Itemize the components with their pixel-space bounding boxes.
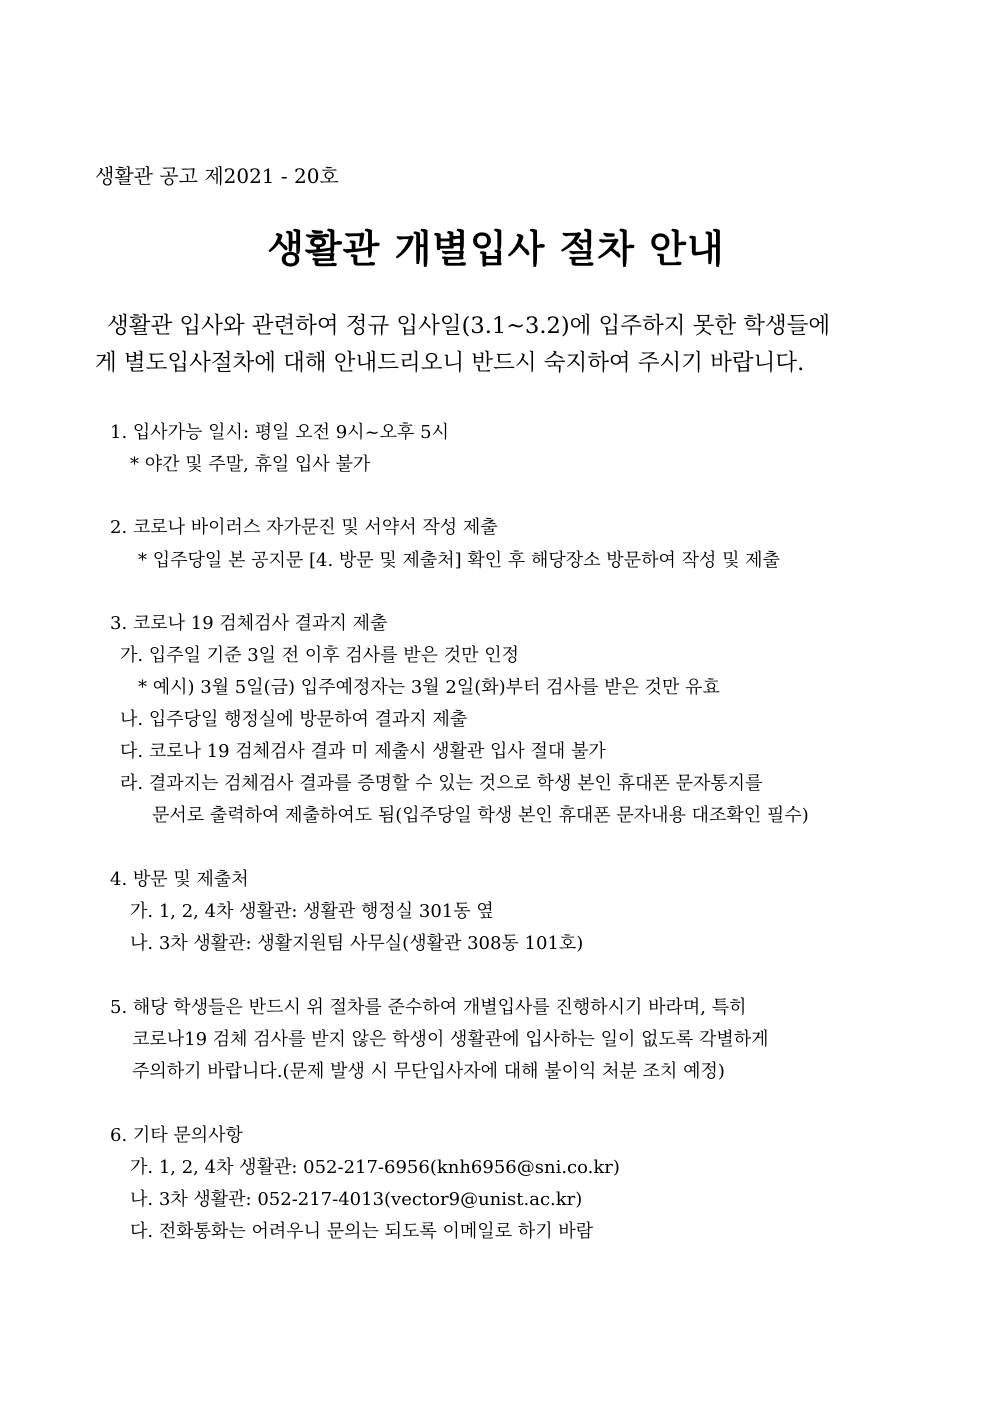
section-3-item-da: 다. 코로나 19 검체검사 결과 미 제출시 생활관 입사 절대 불가 [120, 741, 606, 762]
intro-line-2: 게 별도입사절차에 대해 안내드리오니 반드시 숙지하여 주시기 바랍니다. [95, 350, 805, 376]
section-5-line-3: 주의하기 바랍니다.(문제 발생 시 무단입사자에 대해 불이익 처분 조치 예정) [132, 1061, 725, 1082]
section-4-item-ga: 가. 1, 2, 4차 생활관: 생활관 행정실 301동 옆 [130, 901, 494, 922]
section-2-heading: 2. 코로나 바이러스 자가문진 및 서약서 작성 제출 [110, 517, 498, 538]
section-3-item-ga-note: * 예시) 3월 5일(금) 입주예정자는 3월 2일(화)부터 검사를 받은 것만 유효 [138, 677, 720, 698]
section-4-heading: 4. 방문 및 제출처 [110, 869, 249, 890]
document-title: 생활관 개별입사 절차 안내 [267, 226, 725, 271]
section-6-item-da: 다. 전화통화는 어려우니 문의는 되도록 이메일로 하기 바람 [130, 1221, 594, 1242]
section-4-item-na: 나. 3차 생활관: 생활지원팀 사무실(생활관 308동 101호) [130, 933, 584, 954]
section-6-item-na: 나. 3차 생활관: 052-217-4013(vector9@unist.ac.kr) [130, 1189, 583, 1210]
section-5-line-1: 5. 해당 학생들은 반드시 위 절차를 준수하여 개별입사를 진행하시기 바라며, 특히 [110, 997, 747, 1018]
section-6-heading: 6. 기타 문의사항 [110, 1125, 243, 1146]
section-6-item-ga: 가. 1, 2, 4차 생활관: 052-217-6956(knh6956@sni.co.kr) [130, 1157, 620, 1178]
section-5-line-2: 코로나19 검체 검사를 받지 않은 학생이 생활관에 입사하는 일이 없도록 각별하게 [132, 1029, 769, 1050]
section-3-heading: 3. 코로나 19 검체검사 결과지 제출 [110, 613, 388, 634]
notice-number: 생활관 공고 제2021 - 20호 [95, 164, 339, 188]
intro-line-1: 생활관 입사와 관련하여 정규 입사일(3.1~3.2)에 입주하지 못한 학생들에 [107, 313, 831, 339]
intro-paragraph [95, 308, 903, 382]
section-3-item-ra-line-2: 문서로 출력하여 제출하여도 됨(입주당일 학생 본인 휴대폰 문자내용 대조확인 필수) [152, 805, 809, 826]
section-1-heading: 1. 입사가능 일시: 평일 오전 9시~오후 5시 [110, 422, 449, 443]
section-3-item-ra-line-1: 라. 결과지는 검체검사 결과를 증명할 수 있는 것으로 학생 본인 휴대폰 문자통지를 [120, 773, 763, 794]
section-2-note: * 입주당일 본 공지문 [4. 방문 및 제출처] 확인 후 해당장소 방문하여 작성 및 제출 [138, 550, 780, 571]
section-3-item-ga: 가. 입주일 기준 3일 전 이후 검사를 받은 것만 인정 [120, 645, 520, 666]
section-1-note: * 야간 및 주말, 휴일 입사 불가 [130, 454, 371, 475]
section-3-item-na: 나. 입주당일 행정실에 방문하여 결과지 제출 [120, 709, 468, 730]
